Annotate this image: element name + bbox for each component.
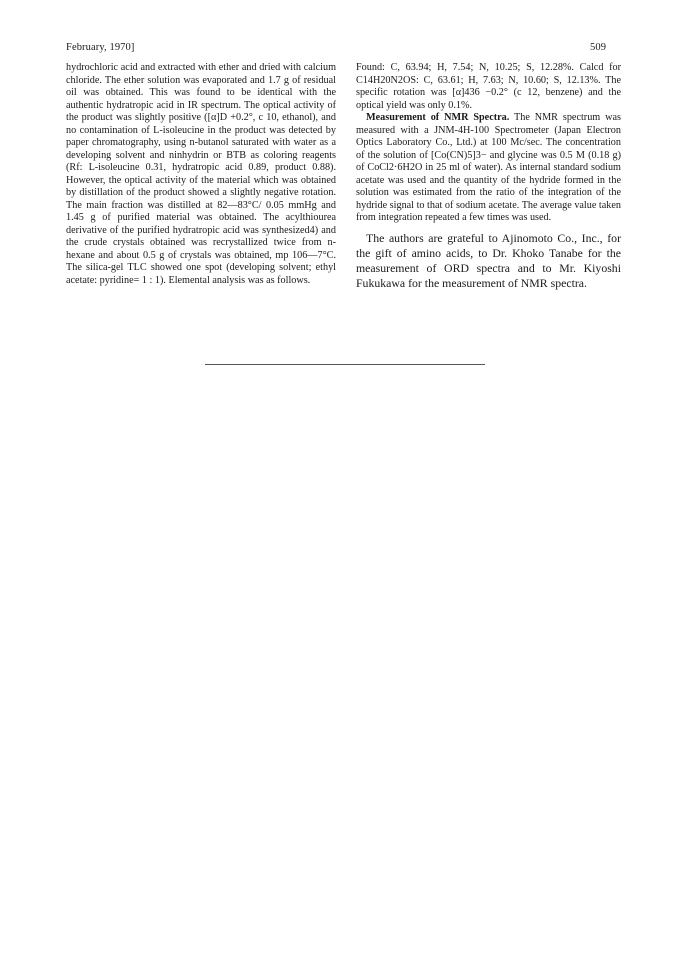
nmr-section bbox=[356, 112, 621, 225]
nmr-section-text: The NMR spectrum was measured with a JNM-4H-100 Spectrometer (Japan Electron Optics Laboratory Co., Ltd.) at 100 Mc/sec. The concentration of the solution of [Co(CN)5]3− and glycine was 0.5 M (0.18 g) of CoCl2·6H2O in 25 ml of water). As internal standard sodium acetate was used and the quantity of the hydride formed in the solution was estimated from the ratio of the integration of the hydride signal to that of sodium acetate. The average value taken from integration repeated a few times was used. bbox=[356, 112, 621, 223]
elemental-analysis-text: Found: C, 63.94; H, 7.54; N, 10.25; S, 12.28%. Calcd for C14H20N2OS: C, 63.61; H, 7.63; N, 10.60; S, 12.13%. The specific rotation was [α]436 −0.2° (c 12, benzene) and the optical yield was only 0.1%. bbox=[356, 62, 621, 111]
experimental-paragraph: hydrochloric acid and extracted with ether and dried with calcium chloride. The ether solution was evaporated and 1.7 g of residual oil was obtained. This was found to be identical with the authentic hydratropic acid in IR spectrum. The optical activity of the product was slightly positive ([α]D +0.2°, c 10, ethanol), and no contamination of L-isoleucine in the product was detected by paper chromatography, using n-butanol saturated with water as a developing solvent and ninhydrin or BTB as coloring reagents (Rf: L-isoleucine 0.31, hydratropic acid 0.89, product 0.88). However, the optical activity of the material which was obtained by distillation of the product showed a slightly negative rotation. The main fraction was distilled at 82—83°C/ 0.05 mmHg and 1.45 g of purified material was obtained. The acylthiourea derivative of the purified hydratropic acid was synthesized4) and the crude crystals obtained was recrystallized twice from n-hexane and about 0.5 g of crystals was obtained, mp 106—7°C. The silica-gel TLC showed one spot (developing solvent; ethyl acetate: pyridine= 1 : 1). Elemental analysis was as follows. bbox=[66, 62, 336, 286]
acknowledgement-paragraph: The authors are grateful to Ajinomoto Co., Inc., for the gift of amino acids, to Dr. Khoko Tanabe for the measurement of ORD spectra and to Mr. Kiyoshi Fukukawa for the measurement of NMR spectra. bbox=[356, 230, 621, 291]
running-header-date: February, 1970] bbox=[66, 42, 135, 53]
footnote-divider bbox=[205, 364, 485, 365]
nmr-section-heading: Measurement of NMR Spectra. bbox=[366, 112, 510, 123]
left-column bbox=[66, 62, 336, 287]
right-column bbox=[356, 62, 621, 291]
page-number: 509 bbox=[590, 42, 607, 53]
